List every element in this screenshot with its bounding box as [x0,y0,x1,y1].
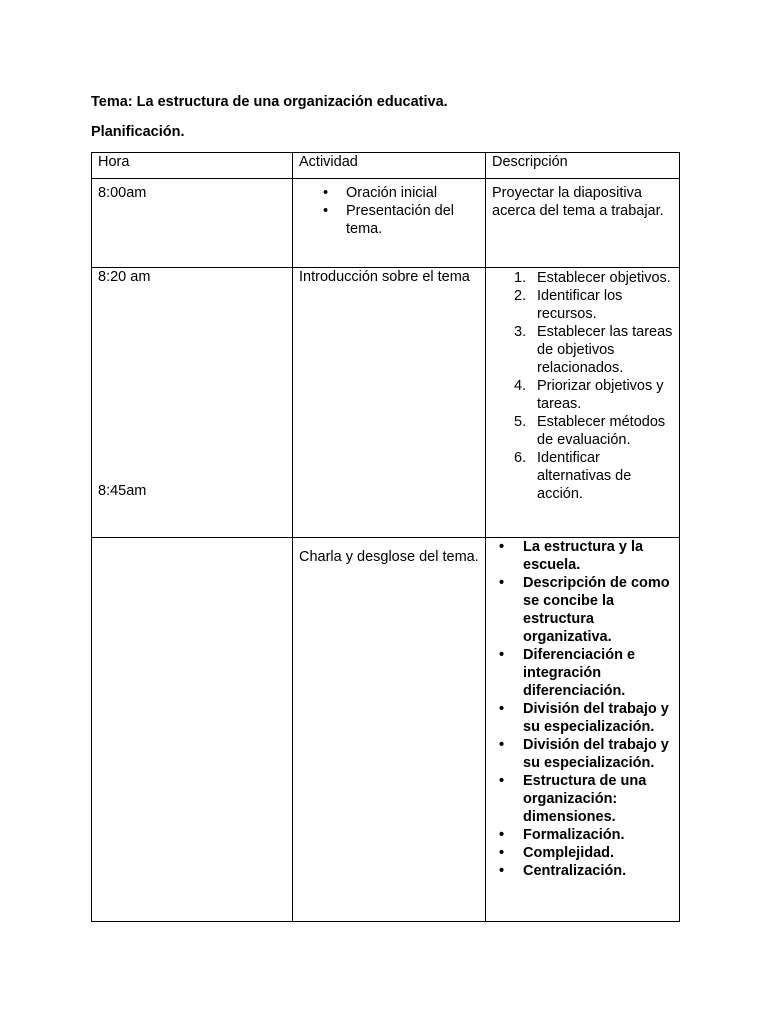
descripcion-cell [486,538,680,922]
actividad-cell [293,538,486,922]
descripcion-cell: Proyectar la diapositiva acerca del tema a trabajar. [486,179,680,268]
list-item: • La estructura y la escuela. [492,538,675,574]
actividad-cell [293,179,486,268]
list-item: • Estructura de una organización: dimensiones. [492,772,675,826]
actividad-text: Charla y desglose del tema. [299,549,479,565]
list-item: • Centralización. [492,862,675,880]
header-actividad: Actividad [293,153,486,179]
header-descripcion: Descripción [486,153,680,179]
list-item: • División del trabajo y su especialización. [492,736,675,772]
descripcion-numbered-list [492,268,675,503]
list-item: 4. Priorizar objetivos y tareas. [514,378,664,412]
list-item: • Oración inicial [299,184,481,202]
hora-text: 8:45am [98,483,147,499]
list-item: • División del trabajo y su especialización. [492,700,675,736]
hora-cell [92,483,293,922]
list-item: • Complejidad. [492,844,675,862]
list-item: 2. Identificar los recursos. [514,288,623,322]
document-subtitle: Planificación. [91,124,185,140]
list-item: • Diferenciación e integración diferenciación. [492,646,675,700]
hora-cell: 8:20 am [92,268,293,538]
list-item: • Descripción de como se concibe la estructura organizativa. [492,574,675,646]
actividad-cell: Introducción sobre el tema [293,268,486,538]
table-row [92,538,680,922]
table-header-row [92,153,680,179]
table-row [92,179,680,268]
descripcion-cell [486,268,680,538]
list-item: • Presentación del tema. [299,202,481,238]
list-item: 1. Establecer objetivos. [514,270,671,286]
list-item: 5. Establecer métodos de evaluación. [514,414,666,448]
list-item: • Formalización. [492,826,675,844]
planning-table [91,152,680,922]
header-hora: Hora [92,153,293,179]
list-item: 3. Establecer las tareas de objetivos relacionados. [514,324,673,376]
list-item: 6. Identificar alternativas de acción. [514,450,632,502]
document-title: Tema: La estructura de una organización educativa. [91,94,448,110]
actividad-list [299,184,481,238]
hora-cell: 8:00am [92,179,293,268]
descripcion-bullet-list [492,538,675,880]
